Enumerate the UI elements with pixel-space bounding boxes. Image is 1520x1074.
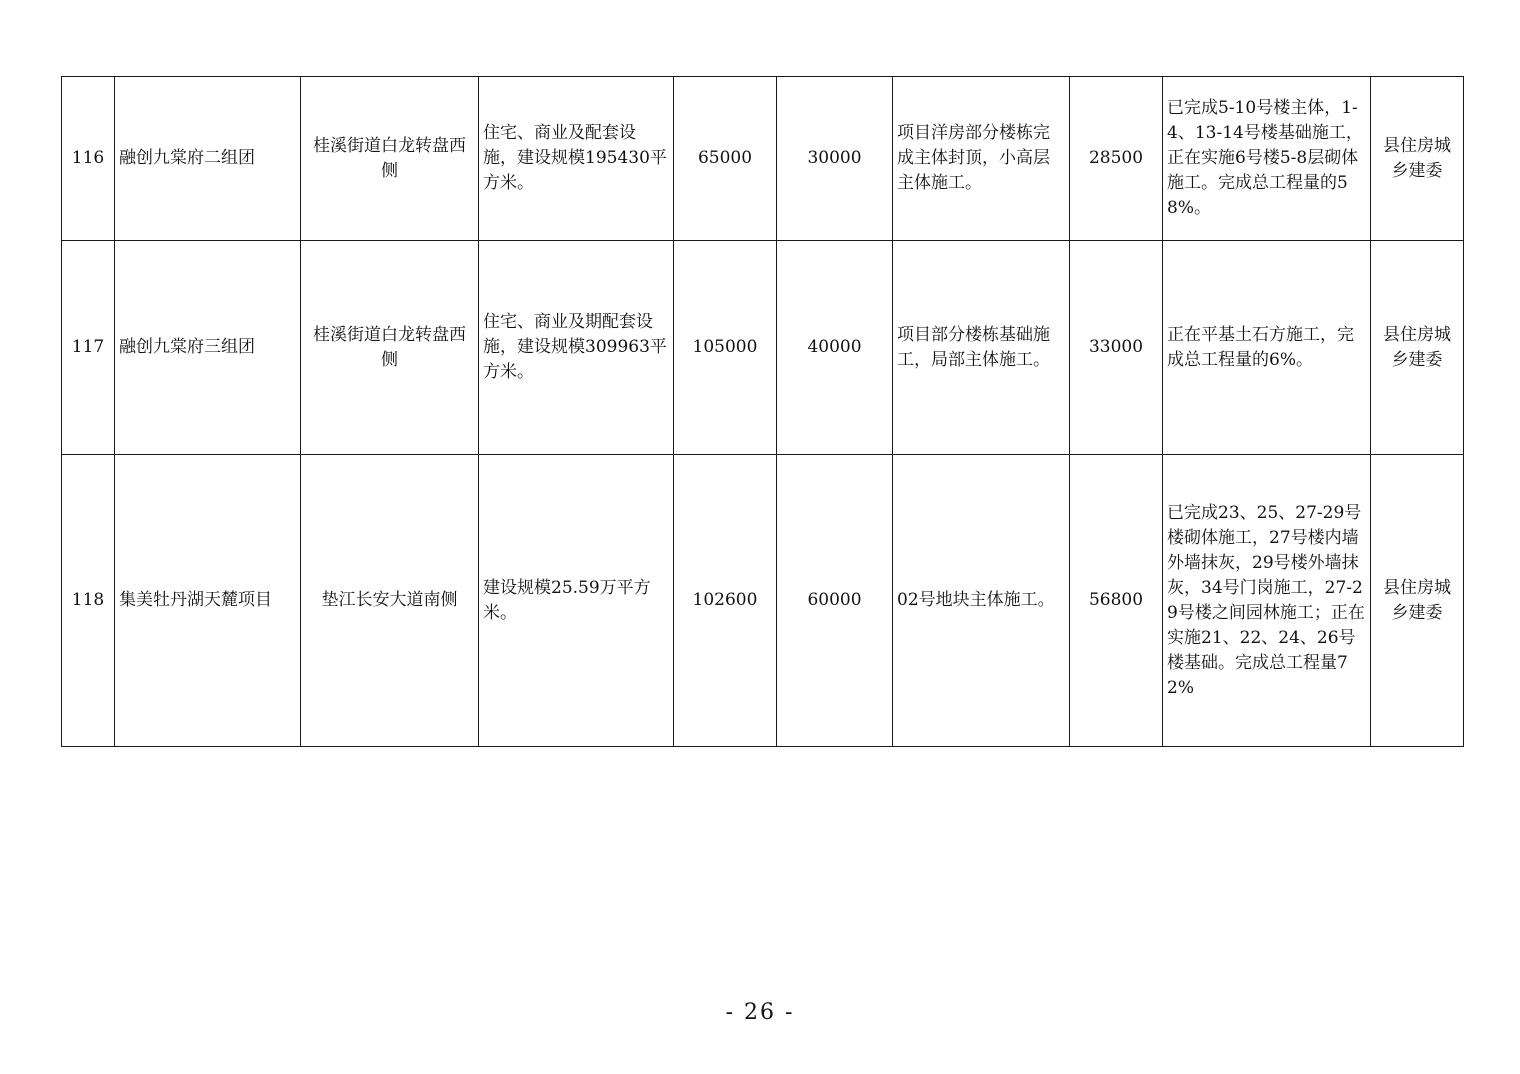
row-number: 117 [62, 241, 115, 455]
responsible-department: 县住房城乡建委 [1371, 241, 1464, 455]
annual-goal: 项目部分楼栋基础施工，局部主体施工。 [893, 241, 1070, 455]
progress-description: 正在平基土石方施工，完成总工程量的6%。 [1163, 241, 1371, 455]
total-investment: 65000 [674, 77, 777, 241]
responsible-department: 县住房城乡建委 [1371, 77, 1464, 241]
annual-plan: 30000 [777, 77, 893, 241]
annual-plan: 60000 [777, 455, 893, 747]
construction-scale: 住宅、商业及期配套设施，建设规模309963平方米。 [479, 241, 674, 455]
total-investment: 105000 [674, 241, 777, 455]
completed-investment: 33000 [1070, 241, 1163, 455]
table-row [62, 241, 1464, 455]
progress-description: 已完成23、25、27-29号楼砌体施工，27号楼内墙外墙抹灰，29号楼外墙抹灰，34号门岗施工，27-29号楼之间园林施工；正在实施21、22、24、26号楼基础。完成总工程量72% [1163, 455, 1371, 747]
table-row [62, 455, 1464, 747]
row-number: 116 [62, 77, 115, 241]
project-table [61, 76, 1464, 747]
construction-scale: 建设规模25.59万平方米。 [479, 455, 674, 747]
project-name: 融创九棠府三组团 [115, 241, 301, 455]
row-number: 118 [62, 455, 115, 747]
completed-investment: 56800 [1070, 455, 1163, 747]
total-investment: 102600 [674, 455, 777, 747]
annual-plan: 40000 [777, 241, 893, 455]
construction-scale: 住宅、商业及配套设施，建设规模195430平方米。 [479, 77, 674, 241]
annual-goal: 02号地块主体施工。 [893, 455, 1070, 747]
project-name: 融创九棠府二组团 [115, 77, 301, 241]
project-location: 垫江长安大道南侧 [301, 455, 479, 747]
progress-description: 已完成5-10号楼主体，1-4、13-14号楼基础施工，正在实施6号楼5-8层砌体施工。完成总工程量的58%。 [1163, 77, 1371, 241]
completed-investment: 28500 [1070, 77, 1163, 241]
project-name: 集美牡丹湖天麓项目 [115, 455, 301, 747]
project-location: 桂溪街道白龙转盘西侧 [301, 241, 479, 455]
page-number: - 26 - [725, 1000, 795, 1025]
project-location: 桂溪街道白龙转盘西侧 [301, 77, 479, 241]
responsible-department: 县住房城乡建委 [1371, 455, 1464, 747]
annual-goal: 项目洋房部分楼栋完成主体封顶，小高层主体施工。 [893, 77, 1070, 241]
table-row [62, 77, 1464, 241]
